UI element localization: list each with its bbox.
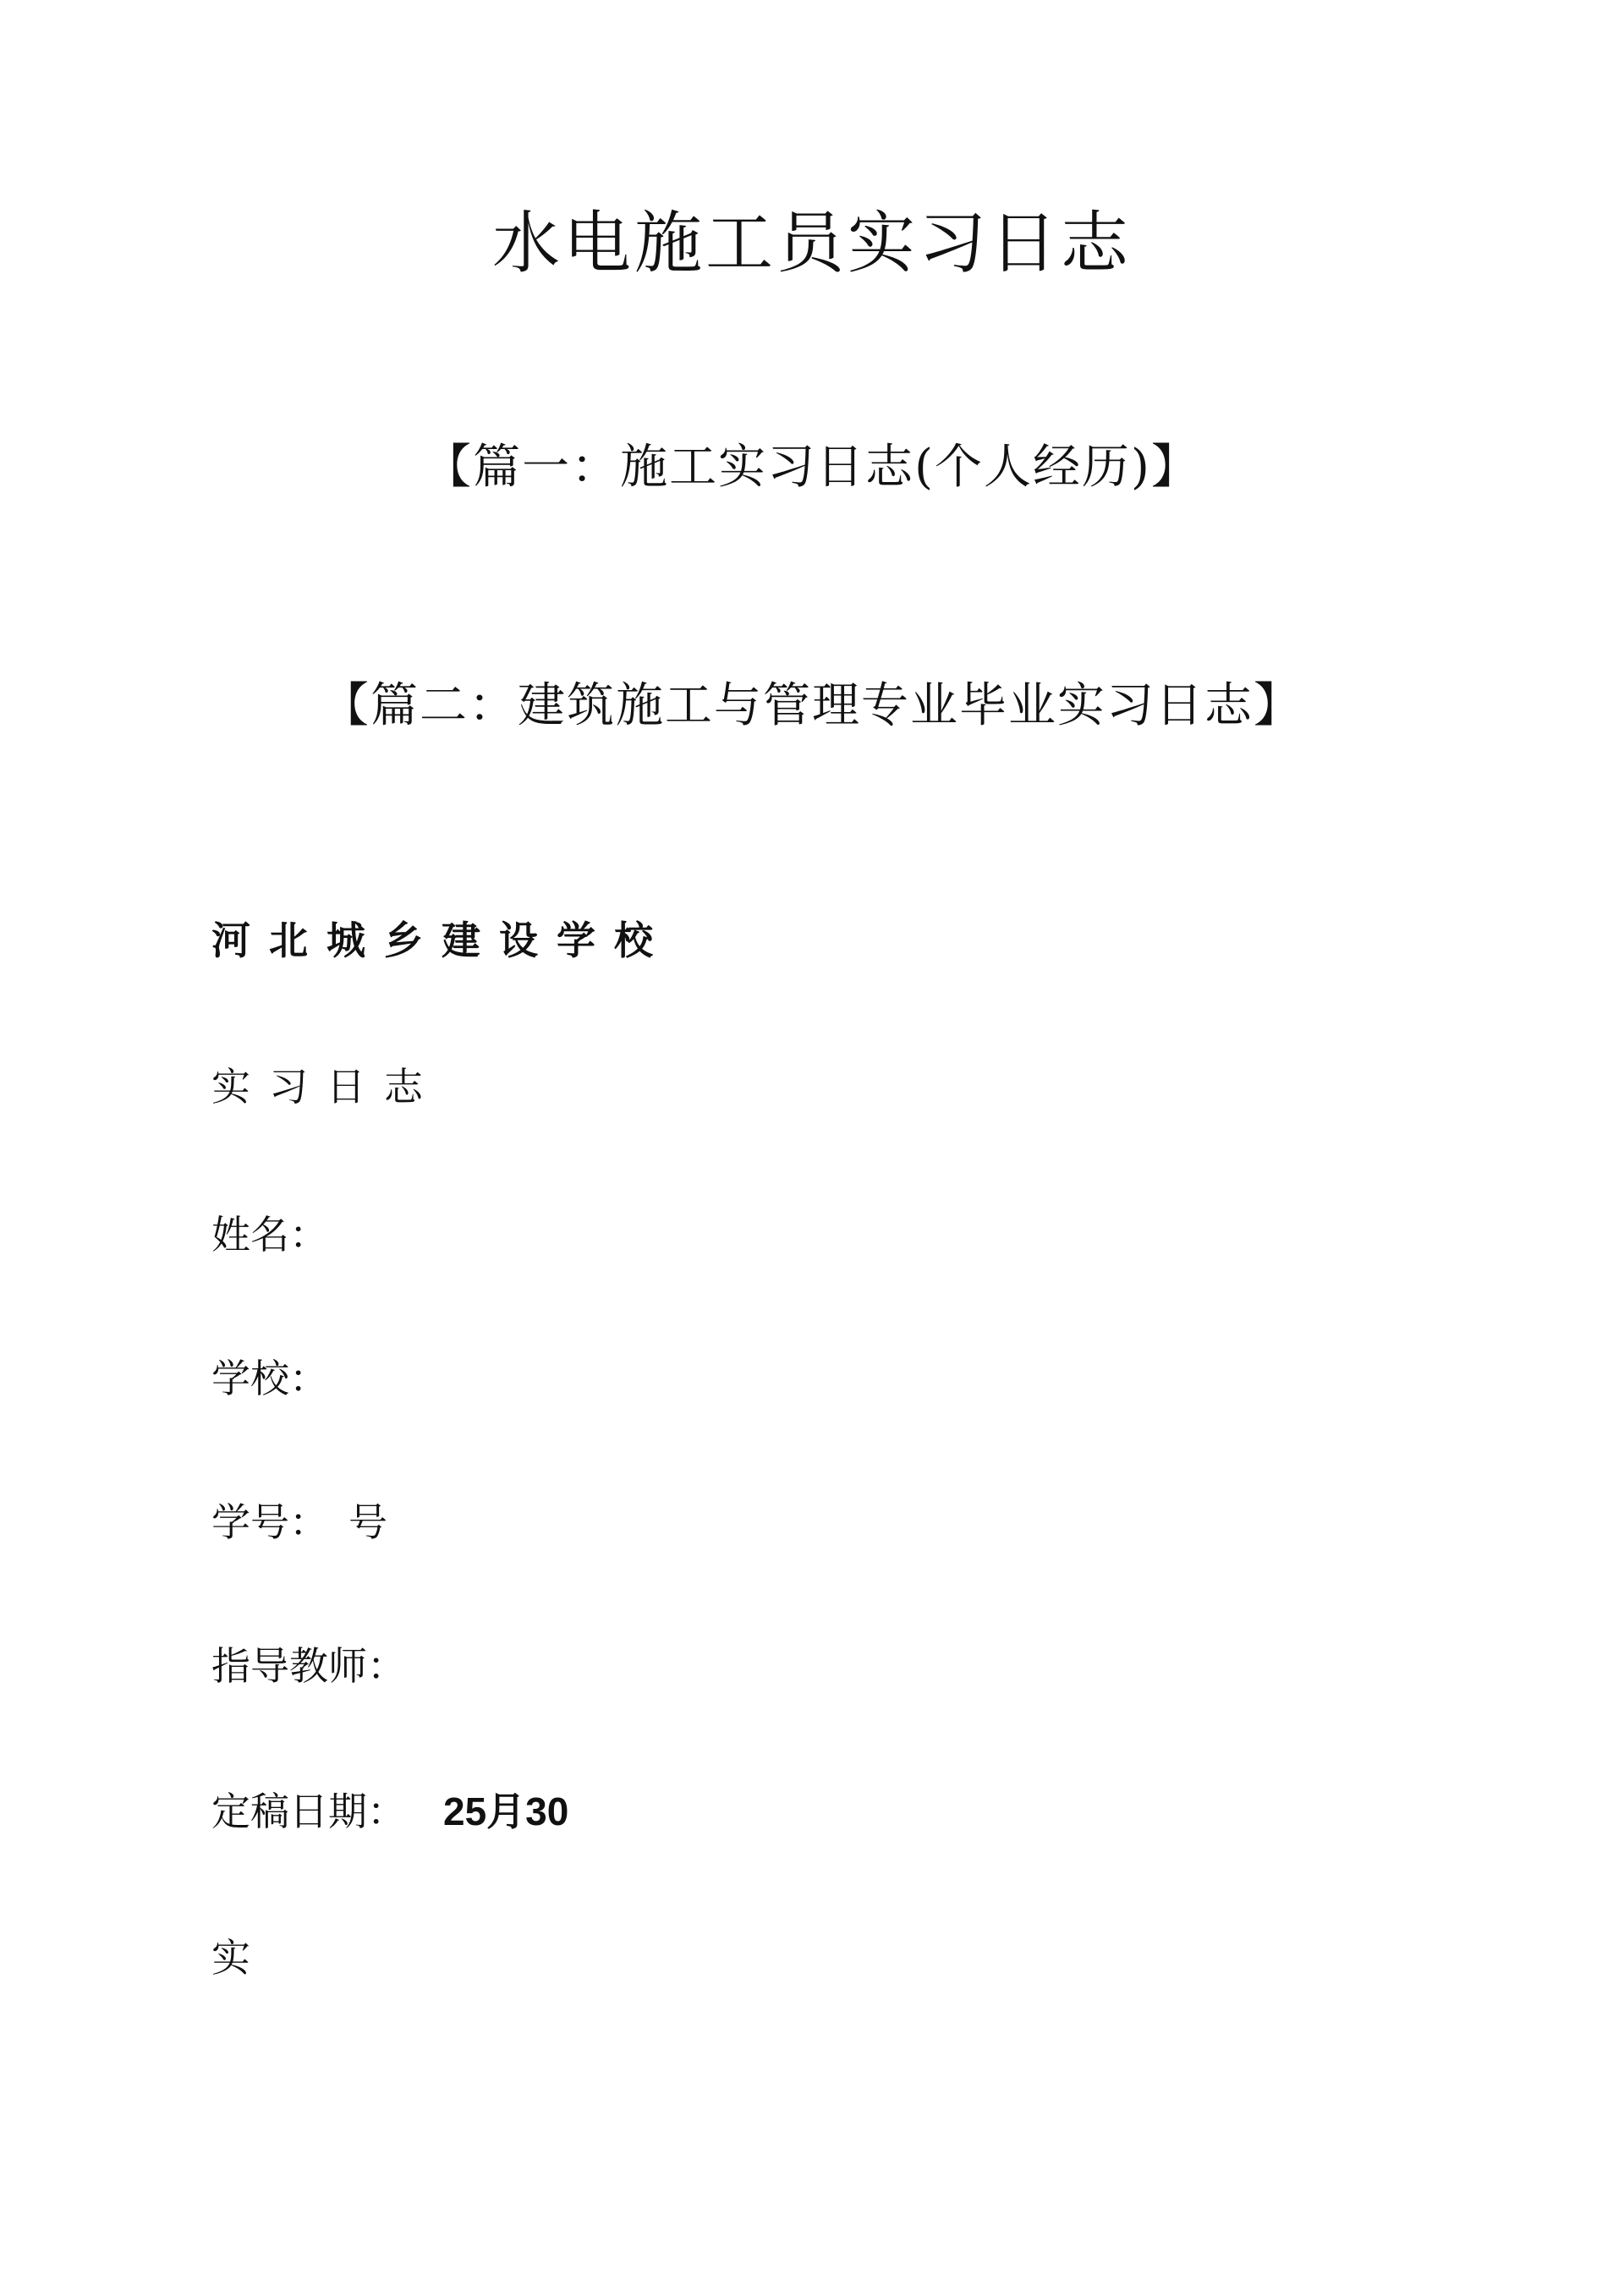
section-heading-1: 【篇一：施工实习日志(个人经历)】 [424,440,1200,495]
document-title: 水电施工员实习日志 [492,204,1132,282]
student-id-field [211,1497,387,1548]
student-id-label: 学号： [211,1499,328,1545]
student-id-value: 号 [348,1499,387,1545]
advisor-field [211,1641,426,1691]
school-name: 河北城乡建设学校 [211,918,672,963]
final-date-field [211,1786,568,1837]
school-label: 学校： [211,1356,328,1401]
final-date-label: 定稿日期： [211,1789,406,1834]
trailing-text: 实 [211,1935,250,1981]
name-field [211,1209,348,1260]
advisor-label: 指导教师： [211,1643,406,1689]
final-date-value: 25月30 [443,1789,569,1833]
section-heading-2: 【篇二：建筑施工与管理专业毕业实习日志】 [321,678,1303,733]
school-field [211,1353,348,1404]
journal-label: 实习日志 [211,1064,442,1110]
name-label: 姓名： [211,1212,328,1258]
